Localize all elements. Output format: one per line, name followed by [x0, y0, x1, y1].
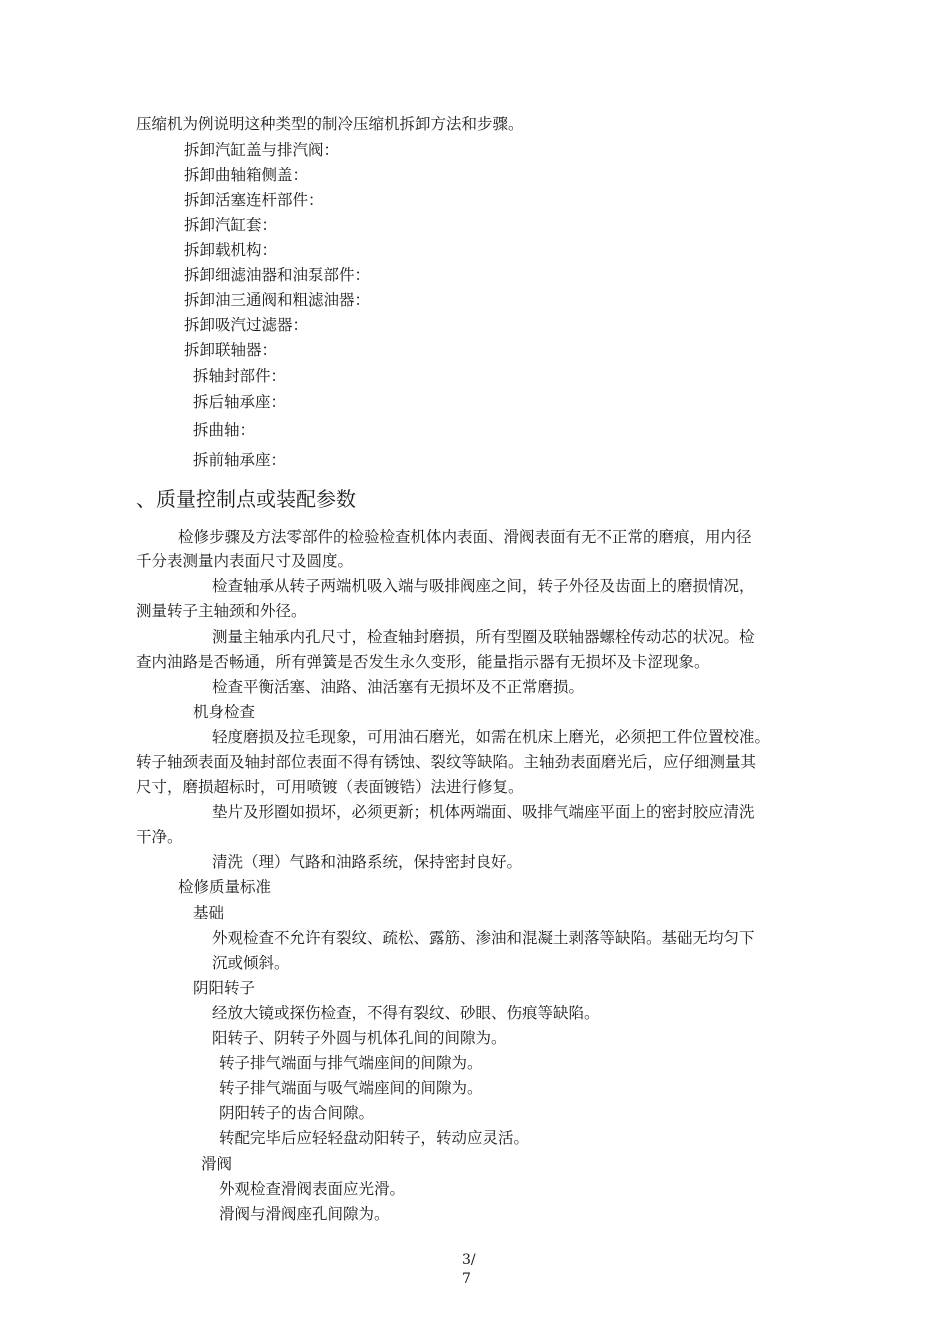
list-item: 转子排气端面与吸气端座间的间隙为。	[219, 1079, 483, 1097]
list-item: 转配完毕后应轻轻盘动阳转子，转动应灵活。	[219, 1129, 530, 1147]
paragraph-line: 尺寸，磨损超标时，可用喷镀（表面镀锆）法进行修复。	[136, 778, 524, 796]
paragraph-line: 测量主轴承内孔尺寸，检查轴封磨损，所有型圈及联轴器螺栓传动芯的状况。检	[212, 628, 755, 646]
list-item: 外观检查滑阀表面应光滑。	[219, 1180, 406, 1198]
step-item: 拆轴封部件：	[193, 367, 287, 385]
step-item: 拆卸活塞连杆部件：	[184, 191, 324, 209]
list-item: 阴阳转子的齿合间隙。	[219, 1104, 375, 1122]
paragraph-line: 沉或倾斜。	[212, 954, 290, 972]
step-item: 拆卸联轴器：	[184, 341, 278, 359]
step-item: 拆曲轴：	[193, 421, 256, 439]
list-item: 阳转子、阴转子外圆与机体孔间的间隙为。	[212, 1029, 507, 1047]
paragraph-line: 垫片及形圈如损坏，必须更新；机体两端面、吸排气端座平面上的密封胶应清洗	[212, 803, 755, 821]
paragraph-line: 测量转子主轴颈和外径。	[136, 602, 307, 620]
intro-line: 压缩机为例说明这种类型的制冷压缩机拆卸方法和步骤。	[136, 115, 524, 133]
paragraph-line: 查内油路是否畅通，所有弹簧是否发生永久变形，能量指示器有无损坏及卡涩现象。	[136, 653, 710, 671]
list-item: 滑阀与滑阀座孔间隙为。	[219, 1205, 390, 1223]
paragraph-line: 检修步骤及方法零部件的检验检查机体内表面、滑阀表面有无不正常的磨痕，用内径	[178, 528, 752, 546]
section-heading: 、质量控制点或装配参数	[136, 487, 356, 511]
paragraph-line: 外观检查不允许有裂纹、疏松、露筋、渗油和混凝土剥落等缺陷。基础无均匀下	[212, 929, 755, 947]
step-item: 拆后轴承座：	[193, 393, 287, 411]
list-item: 经放大镜或探伤检查，不得有裂纹、砂眼、伤痕等缺陷。	[212, 1004, 600, 1022]
step-item: 拆卸细滤油器和油泵部件：	[184, 266, 371, 284]
list-item: 转子排气端面与排气端座间的间隙为。	[219, 1054, 483, 1072]
step-item: 拆卸油三通阀和粗滤油器：	[184, 291, 371, 309]
subheading: 检修质量标准	[178, 878, 272, 896]
page-number-top: 3/	[462, 1252, 476, 1268]
paragraph-line: 清洗（理）气路和油路系统，保持密封良好。	[212, 853, 523, 871]
step-item: 拆卸吸汽过滤器：	[184, 316, 309, 334]
subheading: 机身检查	[193, 703, 256, 721]
step-item: 拆卸汽缸盖与排汽阀：	[184, 141, 340, 159]
paragraph-line: 干净。	[136, 828, 183, 846]
subheading: 基础	[193, 904, 225, 922]
step-item: 拆卸载机构：	[184, 241, 278, 259]
paragraph-line: 检查平衡活塞、油路、油活塞有无损坏及不正常磨损。	[212, 678, 585, 696]
step-item: 拆卸汽缸套：	[184, 216, 278, 234]
subheading: 滑阀	[201, 1155, 233, 1173]
page-number-bottom: 7	[462, 1271, 471, 1287]
paragraph-line: 轻度磨损及拉毛现象，可用油石磨光，如需在机床上磨光，必须把工件位置校准。	[212, 728, 771, 746]
paragraph-line: 转子轴颈表面及轴封部位表面不得有锈蚀、裂纹等缺陷。主轴劲表面磨光后，应仔细测量其	[136, 753, 757, 771]
step-item: 拆卸曲轴箱侧盖：	[184, 166, 309, 184]
step-item: 拆前轴承座：	[193, 451, 287, 469]
paragraph-line: 检查轴承从转子两端机吸入端与吸排阀座之间，转子外径及齿面上的磨损情况，	[212, 577, 755, 595]
paragraph-line: 千分表测量内表面尺寸及圆度。	[136, 552, 354, 570]
subheading: 阴阳转子	[193, 979, 256, 997]
